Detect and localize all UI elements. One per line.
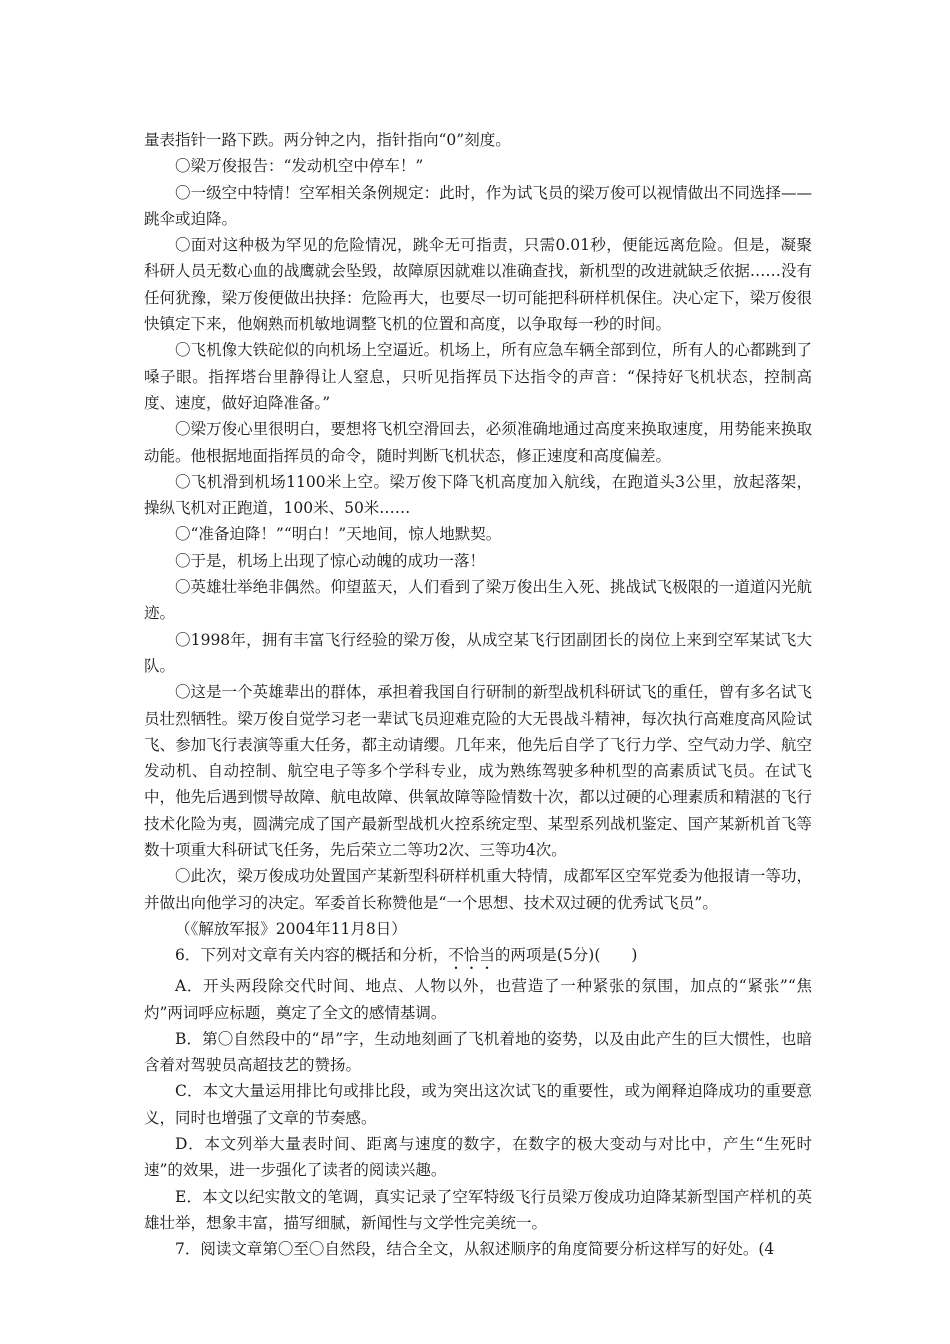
question-7-stem: 7．阅读文章第〇至〇自然段，结合全文，从叙述顺序的角度简要分析这样写的好处。(4 <box>175 1240 775 1259</box>
option-d: D．本文列举大量表时间、距离与速度的数字，在数字的极大变动与对比中，产生“生死时速”的效果，进一步强化了读者的阅读兴趣。 <box>144 1134 812 1180</box>
paragraph: 〇梁万俊报告：“发动机空中停车！” <box>175 157 424 176</box>
paragraph: 〇此次，梁万俊成功处置国产某新型科研样机重大特情，成都军区空军党委为他报请一等功，并做出向他学习的决定。军委首长称赞他是“一个思想、技术双过硬的优秀试飞员”。 <box>144 867 812 912</box>
paragraph: 〇“准备迫降！”“明白！”天地间，惊人地默契。 <box>175 525 502 544</box>
paragraph: 〇这是一个英雄辈出的群体，承担着我国自行研制的新型战机科研试飞的重任，曾有多名试飞员壮烈牺牲。梁万俊自觉学习老一辈试飞员迎难克险的大无畏战斗精神，每次执行高难度高风险试飞、参加飞行表演等重大任务，都主动请缨。几年来，他先后自学了飞行力学、空气动力学、航空发动机、自动控制、航空电子等多个学科专业，成为熟练驾驶多种机型的高素质试飞员。在试飞中，他先后遇到惯导故障、航电故障、供氧故障等险情数十次，都以过硬的心理素质和精湛的飞行技术化险为夷，圆满完成了国产最新型战机火控系统定型、某型系列战机鉴定、国产某新机首飞等数十项重大科研试飞任务，先后荣立二等功2次、三等功4次。 <box>144 683 812 860</box>
paragraph: 〇1998年，拥有丰富飞行经验的梁万俊，从成空某飞行团副团长的岗位上来到空军某试飞大队。 <box>144 630 812 675</box>
option-b: B．第〇自然段中的“昂”字，生动地刻画了飞机着地的姿势，以及由此产生的巨大惯性，也暗含着对驾驶员高超技艺的赞扬。 <box>144 1029 812 1075</box>
question-6-stem <box>144 942 812 973</box>
paragraph: 〇一级空中特情！空军相关条例规定：此时，作为试飞员的梁万俊可以视情做出不同选择——跳伞或迫降。 <box>144 183 812 228</box>
paragraph: 〇飞机像大铁砣似的向机场上空逼近。机场上，所有应急车辆全部到位，所有人的心都跳到了嗓子眼。指挥塔台里静得让人窒息，只听见指挥员下达指令的声音：“保持好飞机状态，控制高度、速度，做好迫降准备。” <box>144 341 812 412</box>
paragraph: 量表指针一路下跌。两分钟之内，指针指向“0”刻度。 <box>144 131 511 149</box>
option-e: E．本文以纪实散文的笔调，真实记录了空军特级飞行员梁万俊成功迫降某新型国产样机的英雄壮举，想象丰富，描写细腻，新闻性与文学性完美统一。 <box>144 1187 812 1232</box>
option-c: C．本文大量运用排比句或排比段，或为突出这次试飞的重要性，或为阐释迫降成功的重要意义，同时也增强了文章的节奏感。 <box>144 1082 812 1127</box>
article-source: （《解放军报》2004年11月8日） <box>175 919 407 938</box>
option-a: A．开头两段除交代时间、地点、人物以外，也营造了一种紧张的氛围，加点的“紧张”“焦灼”两词呼应标题，奠定了全文的感情基调。 <box>144 977 812 1022</box>
question-6-stem-after: 的两项是(5分)( ) <box>494 946 638 965</box>
document-page <box>144 127 812 1262</box>
paragraph: 〇飞机滑到机场1100米上空。梁万俊下降飞机高度加入航线，在跑道头3公里，放起落架，操纵飞机对正跑道，100米、50米…… <box>144 472 812 518</box>
question-6-stem-before: 6．下列对文章有关内容的概括和分析， <box>175 946 449 965</box>
question-6-emphasis: 不恰当 <box>448 946 495 965</box>
paragraph: 〇梁万俊心里很明白，要想将飞机空滑回去，必须准确地通过高度来换取速度，用势能来换取动能。他根据地面指挥员的命令，随时判断飞机状态，修正速度和高度偏差。 <box>144 420 812 465</box>
paragraph: 〇于是，机场上出现了惊心动魄的成功一落！ <box>175 551 486 570</box>
paragraph: 〇英雄壮举绝非偶然。仰望蓝天，人们看到了梁万俊出生入死、挑战试飞极限的一道道闪光航迹。 <box>144 578 812 623</box>
paragraph: 〇面对这种极为罕见的危险情况，跳伞无可指责，只需0.01秒，便能远离危险。但是，凝聚科研人员无数心血的战鹰就会坠毁，故障原因就难以准确查找，新机型的改进就缺乏依据……没有任何犹豫，梁万俊便做出抉择：危险再大，也要尽一切可能把科研样机保住。决心定下，梁万俊很快镇定下来，他娴熟而机敏地调整飞机的位置和高度，以争取每一秒的时间。 <box>144 236 812 334</box>
